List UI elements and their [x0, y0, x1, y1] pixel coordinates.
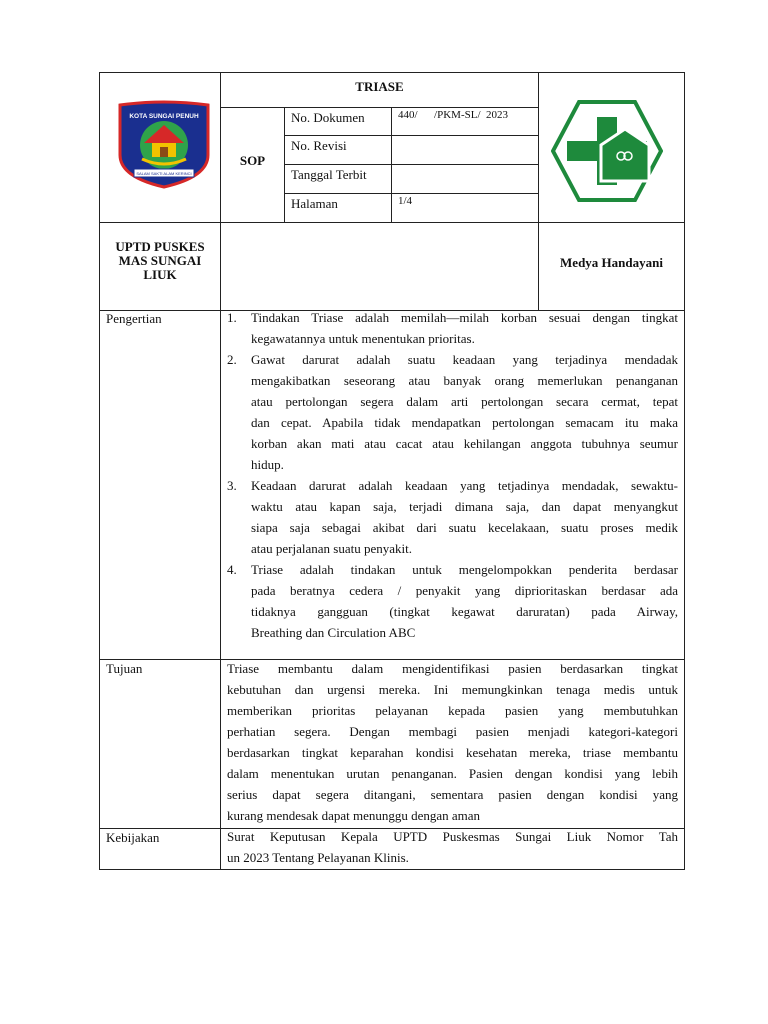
- row-divider-header-end: [99, 222, 685, 223]
- city-logo-motto: SALAM SAKTI ALAM KERINCI: [136, 171, 192, 176]
- pengertian-list: [224, 307, 678, 643]
- section-label-pengertian: Pengertian: [106, 311, 162, 326]
- paragraph-line: memberikan prioritas pelayanan kepada pasien yang membutuhkan: [227, 703, 678, 718]
- list-item-line: kegawatannya untuk menentukan prioritas.: [251, 331, 475, 346]
- paragraph-line: Surat Keputusan Kepala UPTD Puskesmas Sungai Liuk Nomor Tah: [227, 829, 678, 844]
- city-emblem-icon: [112, 97, 216, 189]
- field-label-no-revisi: No. Revisi: [291, 138, 347, 153]
- list-item-line: tidaknya gangguan (tingkat kegawat daruratan) pada Airway,: [251, 604, 678, 619]
- list-item: [224, 307, 678, 349]
- list-item: [224, 475, 678, 559]
- list-item-line: mengakibatkan seseorang atau banyak orang memerlukan penanganan: [251, 373, 678, 388]
- list-item-line: atau pertolongan segera dalam arti pertolongan secara cermat, tepat: [251, 394, 678, 409]
- org-name-line-2: MAS SUNGAI: [118, 253, 202, 268]
- list-item: [224, 559, 678, 643]
- head-name: Medya Handayani: [560, 255, 663, 270]
- kebijakan-paragraph: [227, 826, 678, 868]
- paragraph-line: perhatian segera. Dengan membagi pasien menjadi kategori-kategori: [227, 724, 678, 739]
- list-item-line: dan cepat. Apabila tidak mendapatkan pertolongan semacam itu maka: [251, 415, 678, 430]
- list-item-line: Tindakan Triase adalah memilah—milah korban sesuai dengan tingkat: [251, 310, 678, 325]
- field-label-tanggal-terbit: Tanggal Terbit: [291, 167, 367, 182]
- row-divider-2: [284, 164, 539, 165]
- list-item-number: 1.: [227, 310, 237, 325]
- table-border-bottom: [99, 869, 685, 870]
- list-item-line: pada beratnya cedera / penyakit yang diprioritaskan berdasar ada: [251, 583, 678, 598]
- paragraph-line: kurang mendesak dapat menunggu dengan aman: [227, 808, 481, 823]
- table-border-right: [684, 72, 685, 870]
- org-name-line-1: UPTD PUSKES: [115, 239, 205, 254]
- section-label-kebijakan: Kebijakan: [106, 830, 160, 845]
- field-label-halaman: Halaman: [291, 196, 338, 211]
- list-item-line: Triase adalah tindakan untuk mengelompokkan penderita berdasar: [251, 562, 678, 577]
- paragraph-line: dalam menentukan urutan penanganan. Pasien dengan kondisi yang lebih: [227, 766, 678, 781]
- list-item-line: Gawat darurat adalah suatu keadaan yang terjadinya mendadak: [251, 352, 678, 367]
- sop-label: SOP: [239, 153, 266, 168]
- list-item-number: 2.: [227, 352, 237, 367]
- list-item: [224, 349, 678, 475]
- list-item-line: waktu atau kapan saja, terjadi dimana saja, dan dapat menyangkut: [251, 499, 678, 514]
- list-item-number: 4.: [227, 562, 237, 577]
- org-name-line-3: LIUK: [143, 267, 177, 282]
- list-item-line: Breathing dan Circulation ABC: [251, 625, 416, 640]
- paragraph-line: serius dapat segera ditangani, sementara pasien dengan kondisi yang: [227, 787, 678, 802]
- paragraph-line: Triase membantu dalam mengidentifikasi pasien berdasarkan tingkat: [227, 661, 678, 676]
- tujuan-paragraph: [227, 658, 678, 826]
- paragraph-line: un 2023 Tentang Pelayanan Klinis.: [227, 850, 409, 865]
- list-item-number: 3.: [227, 478, 237, 493]
- city-logo-text: KOTA SUNGAI PENUH: [129, 113, 199, 120]
- puskesmas-logo-icon: [551, 99, 663, 203]
- section-label-tujuan: Tujuan: [106, 661, 143, 676]
- paragraph-line: berdasarkan tingkat keparahan kondisi kesehatan mereka, triase membantu: [227, 745, 678, 760]
- row-divider-1: [284, 135, 539, 136]
- list-item-line: korban akan mati atau cacat atau kehilangan anggota tubuhnya seumur: [251, 436, 678, 451]
- list-item-line: Keadaan darurat adalah keadaan yang tetjadinya mendadak, sewaktu-: [251, 478, 678, 493]
- col-divider-main: [220, 72, 221, 870]
- list-item-line: hidup.: [251, 457, 284, 472]
- document-title: TRIASE: [355, 79, 404, 94]
- org-name: [100, 240, 220, 282]
- list-item-line: siapa saja sebagai akibat dari suatu kecelakaan, suatu proses medik: [251, 520, 678, 535]
- paragraph-line: kebutuhan dan urgensi mereka. Ini memungkinkan tenaga medis untuk: [227, 682, 678, 697]
- field-label-no-dokumen: No. Dokumen: [291, 110, 365, 125]
- list-item-line: atau perjalanan suatu penyakit.: [251, 541, 412, 556]
- table-border-left: [99, 72, 100, 870]
- field-value-halaman: 1/4: [398, 195, 413, 207]
- field-value-no-dokumen: 440/ /PKM-SL/ 2023: [398, 109, 509, 121]
- table-border-top: [99, 72, 685, 73]
